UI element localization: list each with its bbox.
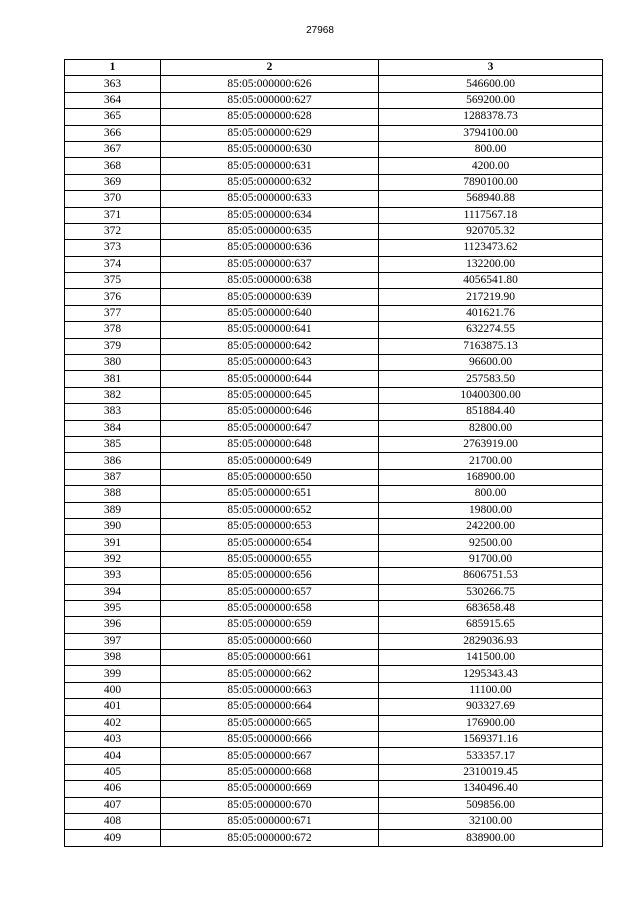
table-body (65, 76, 603, 846)
value-cell: 242200.00 (379, 518, 603, 534)
cadastral-number-cell: 85:05:000000:669 (161, 781, 379, 797)
cadastral-number-cell: 85:05:000000:635 (161, 223, 379, 239)
table-row (65, 322, 603, 338)
value-cell: 8606751.53 (379, 568, 603, 584)
value-cell: 903327.69 (379, 699, 603, 715)
table-row (65, 109, 603, 125)
column-header-1: 1 (65, 60, 161, 76)
table-row (65, 420, 603, 436)
row-number-cell: 374 (65, 256, 161, 272)
table-row (65, 600, 603, 616)
row-number-cell: 384 (65, 420, 161, 436)
value-cell: 7163875.13 (379, 338, 603, 354)
row-number-cell: 399 (65, 666, 161, 682)
value-cell: 920705.32 (379, 223, 603, 239)
table-row (65, 715, 603, 731)
value-cell: 1295343.43 (379, 666, 603, 682)
cadastral-number-cell: 85:05:000000:670 (161, 797, 379, 813)
value-cell: 2829036.93 (379, 633, 603, 649)
cadastral-number-cell: 85:05:000000:672 (161, 830, 379, 846)
row-number-cell: 380 (65, 355, 161, 371)
value-cell: 569200.00 (379, 92, 603, 108)
row-number-cell: 405 (65, 764, 161, 780)
row-number-cell: 377 (65, 305, 161, 321)
row-number-cell: 402 (65, 715, 161, 731)
cadastral-number-cell: 85:05:000000:657 (161, 584, 379, 600)
cadastral-number-cell: 85:05:000000:658 (161, 600, 379, 616)
row-number-cell: 396 (65, 617, 161, 633)
cadastral-number-cell: 85:05:000000:662 (161, 666, 379, 682)
table-row (65, 305, 603, 321)
table-row (65, 535, 603, 551)
row-number-cell: 371 (65, 207, 161, 223)
table-row (65, 518, 603, 534)
value-cell: 1569371.16 (379, 732, 603, 748)
row-number-cell: 375 (65, 273, 161, 289)
cadastral-number-cell: 85:05:000000:629 (161, 125, 379, 141)
value-cell: 838900.00 (379, 830, 603, 846)
cadastral-number-cell: 85:05:000000:667 (161, 748, 379, 764)
row-number-cell: 372 (65, 223, 161, 239)
row-number-cell: 391 (65, 535, 161, 551)
value-cell: 32100.00 (379, 813, 603, 829)
cadastral-number-cell: 85:05:000000:650 (161, 469, 379, 485)
page-number: 27968 (306, 25, 334, 36)
table-row (65, 223, 603, 239)
cadastral-number-cell: 85:05:000000:630 (161, 141, 379, 157)
value-cell: 1340496.40 (379, 781, 603, 797)
row-number-cell: 367 (65, 141, 161, 157)
cadastral-number-cell: 85:05:000000:648 (161, 436, 379, 452)
value-cell: 632274.55 (379, 322, 603, 338)
value-cell: 7890100.00 (379, 174, 603, 190)
value-cell: 19800.00 (379, 502, 603, 518)
table-row (65, 568, 603, 584)
value-cell: 568940.88 (379, 191, 603, 207)
table-row (65, 617, 603, 633)
table-row (65, 781, 603, 797)
table-row (65, 502, 603, 518)
value-cell: 11100.00 (379, 682, 603, 698)
row-number-cell: 407 (65, 797, 161, 813)
table-row (65, 436, 603, 452)
cadastral-number-cell: 85:05:000000:659 (161, 617, 379, 633)
value-cell: 141500.00 (379, 650, 603, 666)
table-row (65, 141, 603, 157)
row-number-cell: 404 (65, 748, 161, 764)
row-number-cell: 383 (65, 404, 161, 420)
table-row (65, 207, 603, 223)
cadastral-number-cell: 85:05:000000:665 (161, 715, 379, 731)
row-number-cell: 378 (65, 322, 161, 338)
row-number-cell: 379 (65, 338, 161, 354)
value-cell: 176900.00 (379, 715, 603, 731)
row-number-cell: 364 (65, 92, 161, 108)
value-cell: 4200.00 (379, 158, 603, 174)
table-row (65, 453, 603, 469)
cadastral-number-cell: 85:05:000000:654 (161, 535, 379, 551)
row-number-cell: 370 (65, 191, 161, 207)
table-row (65, 732, 603, 748)
table-row (65, 633, 603, 649)
table-row (65, 748, 603, 764)
row-number-cell: 386 (65, 453, 161, 469)
row-number-cell: 389 (65, 502, 161, 518)
value-cell: 530266.75 (379, 584, 603, 600)
value-cell: 82800.00 (379, 420, 603, 436)
row-number-cell: 376 (65, 289, 161, 305)
value-cell: 685915.65 (379, 617, 603, 633)
row-number-cell: 401 (65, 699, 161, 715)
table-row (65, 650, 603, 666)
cadastral-number-cell: 85:05:000000:643 (161, 355, 379, 371)
table-header (65, 60, 603, 76)
header-row (65, 60, 603, 76)
row-number-cell: 382 (65, 387, 161, 403)
row-number-cell: 363 (65, 76, 161, 92)
table-row (65, 76, 603, 92)
cadastral-number-cell: 85:05:000000:651 (161, 486, 379, 502)
data-table (64, 59, 603, 847)
row-number-cell: 394 (65, 584, 161, 600)
row-number-cell: 385 (65, 436, 161, 452)
value-cell: 21700.00 (379, 453, 603, 469)
table-row (65, 699, 603, 715)
value-cell: 10400300.00 (379, 387, 603, 403)
value-cell: 217219.90 (379, 289, 603, 305)
value-cell: 800.00 (379, 486, 603, 502)
cadastral-number-cell: 85:05:000000:644 (161, 371, 379, 387)
row-number-cell: 398 (65, 650, 161, 666)
row-number-cell: 406 (65, 781, 161, 797)
table-row (65, 92, 603, 108)
cadastral-number-cell: 85:05:000000:649 (161, 453, 379, 469)
cadastral-number-cell: 85:05:000000:660 (161, 633, 379, 649)
value-cell: 2763919.00 (379, 436, 603, 452)
table-row (65, 355, 603, 371)
value-cell: 1123473.62 (379, 240, 603, 256)
value-cell: 401621.76 (379, 305, 603, 321)
cadastral-number-cell: 85:05:000000:663 (161, 682, 379, 698)
cadastral-number-cell: 85:05:000000:631 (161, 158, 379, 174)
cadastral-number-cell: 85:05:000000:666 (161, 732, 379, 748)
table-row (65, 387, 603, 403)
row-number-cell: 397 (65, 633, 161, 649)
row-number-cell: 388 (65, 486, 161, 502)
row-number-cell: 408 (65, 813, 161, 829)
table-row (65, 764, 603, 780)
row-number-cell: 393 (65, 568, 161, 584)
column-header-2: 2 (161, 60, 379, 76)
table-row (65, 813, 603, 829)
table-row (65, 469, 603, 485)
value-cell: 3794100.00 (379, 125, 603, 141)
value-cell: 132200.00 (379, 256, 603, 272)
value-cell: 168900.00 (379, 469, 603, 485)
value-cell: 533357.17 (379, 748, 603, 764)
table-row (65, 338, 603, 354)
cadastral-number-cell: 85:05:000000:627 (161, 92, 379, 108)
row-number-cell: 395 (65, 600, 161, 616)
table-row (65, 404, 603, 420)
row-number-cell: 368 (65, 158, 161, 174)
table-row (65, 174, 603, 190)
row-number-cell: 390 (65, 518, 161, 534)
table-row (65, 256, 603, 272)
value-cell: 257583.50 (379, 371, 603, 387)
row-number-cell: 403 (65, 732, 161, 748)
row-number-cell: 365 (65, 109, 161, 125)
row-number-cell: 400 (65, 682, 161, 698)
row-number-cell: 373 (65, 240, 161, 256)
row-number-cell: 366 (65, 125, 161, 141)
cadastral-number-cell: 85:05:000000:633 (161, 191, 379, 207)
cadastral-number-cell: 85:05:000000:639 (161, 289, 379, 305)
table-row (65, 289, 603, 305)
cadastral-number-cell: 85:05:000000:628 (161, 109, 379, 125)
cadastral-number-cell: 85:05:000000:656 (161, 568, 379, 584)
table-row (65, 551, 603, 567)
cadastral-number-cell: 85:05:000000:671 (161, 813, 379, 829)
value-cell: 800.00 (379, 141, 603, 157)
cadastral-number-cell: 85:05:000000:668 (161, 764, 379, 780)
cadastral-number-cell: 85:05:000000:646 (161, 404, 379, 420)
value-cell: 96600.00 (379, 355, 603, 371)
cadastral-number-cell: 85:05:000000:637 (161, 256, 379, 272)
table-row (65, 371, 603, 387)
value-cell: 851884.40 (379, 404, 603, 420)
table-row (65, 797, 603, 813)
column-header-3: 3 (379, 60, 603, 76)
table-row (65, 486, 603, 502)
table-row (65, 830, 603, 846)
value-cell: 683658.48 (379, 600, 603, 616)
cadastral-number-cell: 85:05:000000:661 (161, 650, 379, 666)
cadastral-number-cell: 85:05:000000:645 (161, 387, 379, 403)
cadastral-number-cell: 85:05:000000:642 (161, 338, 379, 354)
value-cell: 1288378.73 (379, 109, 603, 125)
row-number-cell: 409 (65, 830, 161, 846)
value-cell: 1117567.18 (379, 207, 603, 223)
table-row (65, 125, 603, 141)
row-number-cell: 392 (65, 551, 161, 567)
cadastral-number-cell: 85:05:000000:664 (161, 699, 379, 715)
value-cell: 91700.00 (379, 551, 603, 567)
row-number-cell: 387 (65, 469, 161, 485)
table-row (65, 240, 603, 256)
cadastral-number-cell: 85:05:000000:634 (161, 207, 379, 223)
value-cell: 92500.00 (379, 535, 603, 551)
cadastral-number-cell: 85:05:000000:638 (161, 273, 379, 289)
cadastral-number-cell: 85:05:000000:647 (161, 420, 379, 436)
table-row (65, 191, 603, 207)
cadastral-number-cell: 85:05:000000:655 (161, 551, 379, 567)
row-number-cell: 369 (65, 174, 161, 190)
cadastral-number-cell: 85:05:000000:652 (161, 502, 379, 518)
table-row (65, 273, 603, 289)
table-row (65, 584, 603, 600)
cadastral-number-cell: 85:05:000000:641 (161, 322, 379, 338)
cadastral-number-cell: 85:05:000000:636 (161, 240, 379, 256)
value-cell: 2310019.45 (379, 764, 603, 780)
value-cell: 546600.00 (379, 76, 603, 92)
table-row (65, 158, 603, 174)
value-cell: 509856.00 (379, 797, 603, 813)
row-number-cell: 381 (65, 371, 161, 387)
cadastral-number-cell: 85:05:000000:626 (161, 76, 379, 92)
table-row (65, 666, 603, 682)
value-cell: 4056541.80 (379, 273, 603, 289)
cadastral-number-cell: 85:05:000000:632 (161, 174, 379, 190)
cadastral-number-cell: 85:05:000000:640 (161, 305, 379, 321)
cadastral-number-cell: 85:05:000000:653 (161, 518, 379, 534)
table-row (65, 682, 603, 698)
